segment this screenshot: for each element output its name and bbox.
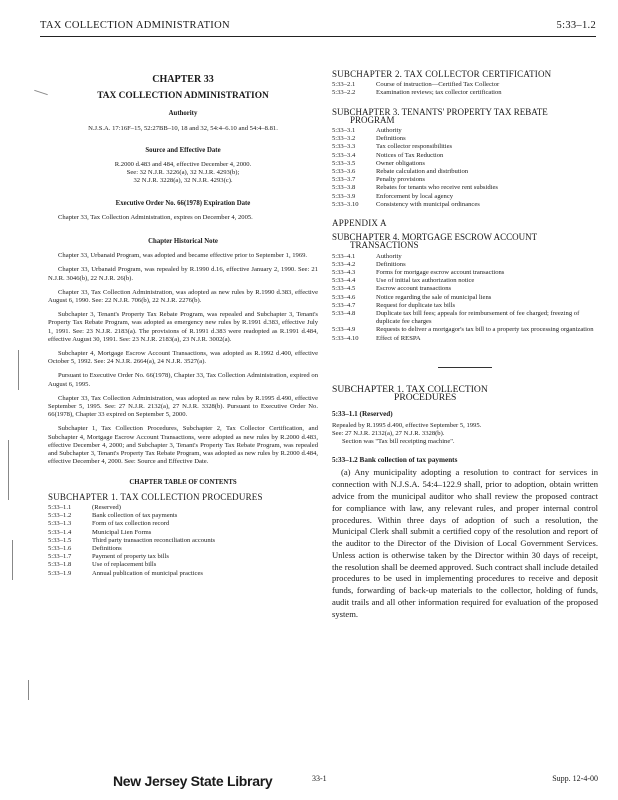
historical-para: Pursuant to Executive Order No. 66(1978), Chapter 33, Tax Collection Administration, expired on August 6, 1995. <box>48 372 318 388</box>
margin-mark <box>34 90 48 95</box>
right-column <box>332 70 598 621</box>
margin-mark <box>18 350 19 390</box>
section-1-1-note: Repealed by R.1995 d.490, effective September 5, 1995. See: 27 N.J.R. 2132(a), 27 N.J.R. 3328(b). Section was "Tax bill receipting machine". <box>332 421 482 445</box>
toc-entry[interactable]: 5:33–1.4 Municipal Lien Forms <box>48 528 152 536</box>
toc-entry[interactable]: 5:33–4.2 Definitions <box>332 260 406 268</box>
toc-list-sub2 <box>332 81 598 97</box>
toc-entry[interactable]: 5:33–4.9 Requests to deliver a mortgagor's tax bill to a property tax processing organization <box>332 326 594 334</box>
historical-para: Subchapter 1, Tax Collection Procedures, Subchapter 2, Tax Collector Certification, and Subchapter 4, Mortgage Escrow Account Transactions, were adopted as new rules by R.2000 d.483, effective December 4, 2000; and Subchapter 3, Tenant's Property Tax Rebate Program, was repealed and Subchapter 3, Tenant's Property Tax Rebate Program, was adopted as new rules by R.2000 d.484, effective December 4, 2000. See: Source and Effective Date. <box>48 425 318 466</box>
toc-entry[interactable]: 5:33–1.1 (Reserved) <box>48 503 121 511</box>
historical-para: Chapter 33, Urbanaid Program, was repealed by R.1990 d.16, effective January 2, 1990. See: 21 N.J.R. 3046(b), 22 N.J.R. 26(b). <box>48 266 318 282</box>
toc-list-sub1 <box>48 504 318 578</box>
margin-mark <box>8 440 9 500</box>
toc-entry[interactable]: 5:33–4.7 Request for duplicate tax bills <box>332 301 456 309</box>
section-1-1-heading: 5:33–1.1 (Reserved) <box>332 410 393 419</box>
historical-para: Subchapter 4, Mortgage Escrow Account Transactions, was adopted as R.1992 d.400, effective October 5, 1992. See: 24 N.J.R. 2664(a), 24 N.J.R. 3527(a). <box>48 350 318 366</box>
header-rule <box>40 36 596 37</box>
toc-entry[interactable]: 5:33–1.7 Payment of property tax bills <box>48 553 169 561</box>
toc-entry[interactable]: 5:33–3.7 Penalty provisions <box>332 176 425 184</box>
toc-entry[interactable]: 5:33–2.2 Examination reviews; tax collector certification <box>332 89 502 97</box>
toc-entry[interactable]: 5:33–1.2 Bank collection of tax payments <box>48 512 178 520</box>
toc-entry[interactable]: 5:33–4.8 Duplicate tax bill fees; appeals for reimbursement of fee charged; freezing of duplicate fee charges <box>332 310 580 326</box>
authority-heading: Authority <box>168 110 198 118</box>
toc-entry[interactable]: 5:33–3.9 Enforcement by local agency <box>332 192 454 200</box>
footer-supplement: Supp. 12-4-00 <box>552 774 598 783</box>
section-divider <box>438 367 492 368</box>
left-column <box>48 60 318 578</box>
toc-entry[interactable]: 5:33–1.5 Third party transaction reconciliation accounts <box>48 536 216 544</box>
margin-mark <box>28 680 29 700</box>
subchapter-1-heading: SUBCHAPTER 1. TAX COLLECTION PROCEDURES <box>332 383 488 404</box>
historical-para: Chapter 33, Tax Collection Administration, was adopted as new rules by R.1990 d.383, effective August 6, 1990. See: 22 N.J.R. 706(b), 22 N.J.R. 2276(b). <box>48 288 318 305</box>
toc-entry[interactable]: 5:33–4.10 Effect of RESPA <box>332 334 421 342</box>
toc-entry[interactable]: 5:33–4.4 Use of initial tax authorization notice <box>332 277 475 285</box>
exec-order-heading: Executive Order No. 66(1978) Expiration Date <box>115 199 251 207</box>
toc-entry[interactable]: 5:33–3.6 Rebate calculation and distribution <box>332 168 469 176</box>
header-section: 5:33–1.2 <box>556 20 596 31</box>
historical-para: Chapter 33, Tax Collection Administration, was adopted as new rules by R.1995 d.490, effective September 5, 1995. See: 27 N.J.R. 2132(a), 27 N.J.R. 3328(b). Pursuant to Executive Order No. 66(1978), Chapter 33 expired on September 5, 2000. <box>48 394 318 419</box>
toc-entry[interactable]: 5:33–3.1 Authority <box>332 127 402 135</box>
source-line: See: 32 N.J.R. 3226(a), 32 N.J.R. 4293(b); <box>126 169 240 177</box>
footer-page-number: 33-1 <box>312 774 327 783</box>
margin-mark <box>12 540 13 580</box>
toc-entry[interactable]: 5:33–3.10 Consistency with municipal ordinances <box>332 200 480 208</box>
toc-entry[interactable]: 5:33–4.1 Authority <box>332 252 402 260</box>
toc-entry[interactable]: 5:33–1.3 Form of tax collection record <box>48 520 170 528</box>
chapter-title: CHAPTER 33 <box>152 74 214 85</box>
toc-entry[interactable]: 5:33–4.6 Notice regarding the sale of municipal liens <box>332 293 492 301</box>
section-1-2-body: (a) Any municipality adopting a resolution to contract for services in connection with N.J.S.A. 54:4–122.9 shall, prior to adoption, obtain written advice from the municipal auditor who shall review the proposed contract for compliance with law, any relevant rules, and proper internal control procedures. Within three days of adoption of such a resolution, the Municipal Clerk shall submit a certified copy of the resolution and report of the auditor to the Director of the Division of Local Government Services. Unless action is otherwise taken by the Director within 30 days of receipt, the resolution shall be deemed approved. Such contract shall include detailed procedures to be used in implementing procedures to receive and deposit funds, forwarding of back-up materials to the collector, holding of funds, audit trails and all other information required for evaluation of the proposed system. <box>332 467 598 619</box>
toc-entry[interactable]: 5:33–4.3 Forms for mortgage escrow account transactions <box>332 269 505 277</box>
toc-subchapter-3-label: SUBCHAPTER 3. TENANTS' PROPERTY TAX REBATE PROGRAM <box>332 106 548 125</box>
toc-subchapter-2-label: SUBCHAPTER 2. TAX COLLECTOR CERTIFICATION <box>332 69 552 79</box>
toc-entry[interactable]: 5:33–3.3 Tax collector responsibilities <box>332 143 453 151</box>
toc-list-sub3 <box>332 127 598 209</box>
toc-heading: CHAPTER TABLE OF CONTENTS <box>129 478 237 486</box>
source-block <box>48 161 318 186</box>
source-line: R.2000 d.483 and 484, effective December 4, 2000. <box>114 161 252 169</box>
header-title: TAX COLLECTION ADMINISTRATION <box>40 20 230 31</box>
toc-subchapter-1-label: SUBCHAPTER 1. TAX COLLECTION PROCEDURES <box>48 491 263 502</box>
section-1-2-heading: 5:33–1.2 Bank collection of tax payments <box>332 456 458 465</box>
source-heading: Source and Effective Date <box>145 146 221 154</box>
appendix-label: APPENDIX A <box>332 218 387 229</box>
footer-library: New Jersey State Library <box>113 773 273 789</box>
historical-note-heading: Chapter Historical Note <box>148 238 218 246</box>
toc-entry[interactable]: 5:33–3.4 Notices of Tax Reduction <box>332 151 444 159</box>
toc-entry[interactable]: 5:33–1.6 Definitions <box>48 544 122 552</box>
toc-entry[interactable]: 5:33–3.2 Definitions <box>332 135 406 143</box>
toc-entry[interactable]: 5:33–1.8 Use of replacement bills <box>48 561 157 569</box>
toc-entry[interactable]: 5:33–4.5 Escrow account transactions <box>332 285 452 293</box>
toc-entry[interactable]: 5:33–3.8 Rebates for tenants who receive rent subsidies <box>332 184 498 192</box>
toc-entry[interactable]: 5:33–1.9 Annual publication of municipal practices <box>48 569 203 577</box>
toc-entry[interactable]: 5:33–2.1 Course of instruction—Certified Tax Collector <box>332 81 500 89</box>
authority-text: N.J.S.A. 17:16F–15, 52:27BB–10, 18 and 32, 54:4–6.10 and 54:4–8.81. <box>88 124 278 132</box>
toc-entry[interactable]: 5:33–3.5 Owner obligations <box>332 159 425 167</box>
source-line: 32 N.J.R. 3228(a), 32 N.J.R. 4293(c). <box>133 177 233 185</box>
historical-para: Subchapter 3, Tenant's Property Tax Rebate Program, was repealed and Subchapter 3, Tenant's Property Tax Rebate Program, was adopted as emergency new rules by R.1991 d.383, effective July 1, 1991. See: 23 N.J.R. 2183(a). The provisions of R.1991 d.383 were readopted as R.1991 d.484, effective August 30, 1991. See: 23 N.J.R. 2183(a), 23 N.J.R. 3002(a). <box>48 311 318 343</box>
chapter-name: TAX COLLECTION ADMINISTRATION <box>97 91 269 102</box>
toc-subchapter-4-label: SUBCHAPTER 4. MORTGAGE ESCROW ACCOUNT TRANSACTIONS <box>332 232 538 251</box>
toc-list-sub4 <box>332 253 598 343</box>
historical-para: Chapter 33, Urbanaid Program, was adopted and became effective prior to September 1, 1969. <box>58 252 308 260</box>
exec-order-text: Chapter 33, Tax Collection Administration, expires on December 4, 2005. <box>58 213 253 221</box>
